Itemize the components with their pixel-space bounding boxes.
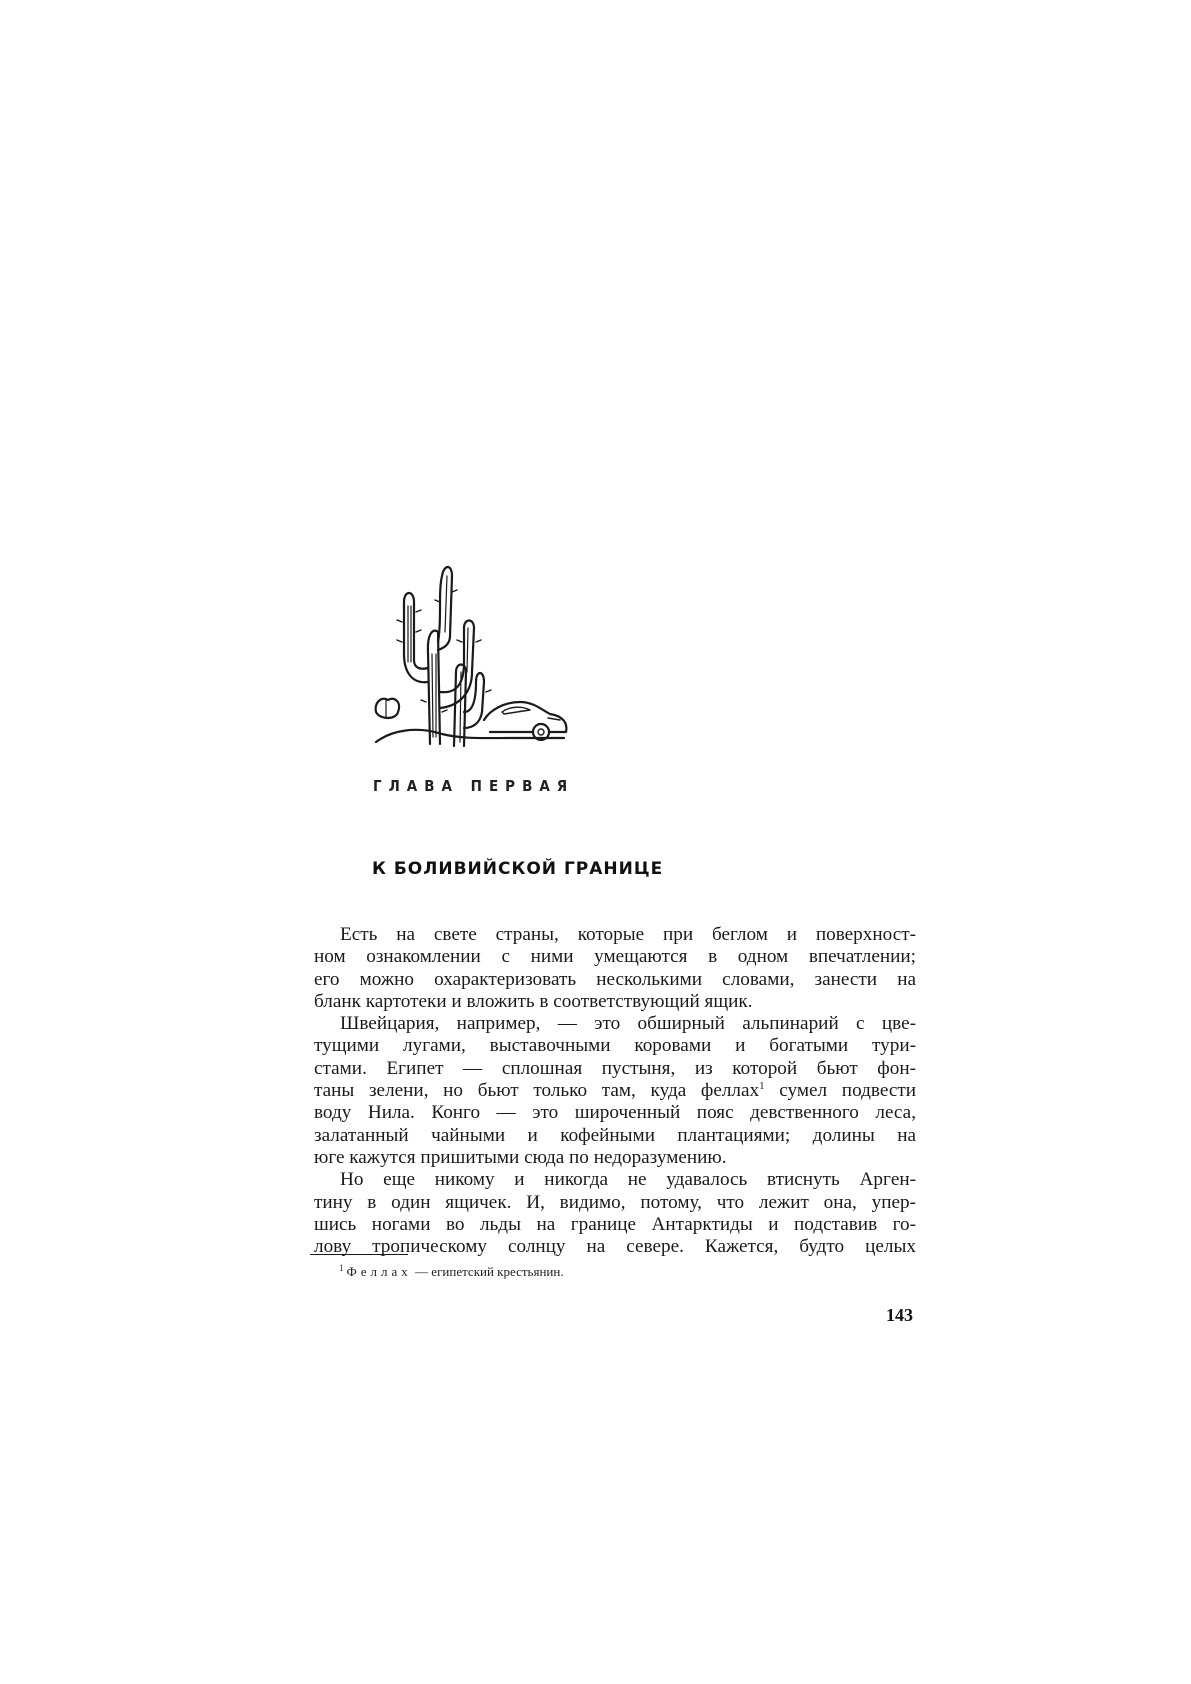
text-segment: сумел подвести [779,1080,916,1102]
text-line: Но еще никому и никогда не удавалось втиснуть Аргeн- [340,1169,916,1191]
text-segment: таны зелени, но бьют только там, куда феллах [314,1080,760,1102]
text-line: Есть на свете страны, которые при беглом и поверхност- [340,924,916,945]
text-line: его можно охарактеризовать несколькими словами, занести на [314,968,916,990]
footnote [339,1264,564,1280]
text-line: шись ногами во льды на границе Антарктиды и подставив го- [314,1213,916,1235]
chapter-label: ГЛАВА ПЕРВАЯ [373,777,575,795]
chapter-title: К БОЛИВИЙСКОЙ ГРАНИЦЕ [372,859,664,879]
cactus-and-car-illustration [372,562,572,750]
body-text [314,924,916,1258]
text-line: стами. Египет — сплошная пустыня, из которой бьют фон- [314,1057,916,1079]
text-line: воду Нила. Конго — это широченный пояс девственного леса, [314,1102,916,1124]
text-line: бланк картотеки и вложить в соответствующий ящик. [314,990,753,1012]
page-number: 143 [886,1305,913,1325]
text-line: ном ознакомлении с ними умещаются в одном впечатлении; [314,946,916,968]
text-line: Швейцария, например, — это обширный альпинарий с цве- [340,1013,916,1035]
text-line: тущими лугами, выставочными коровами и богатыми тури- [314,1035,916,1057]
text-line: залатанный чайными и кофейными плантациями; долины на [314,1124,916,1146]
footnote-marker: 1 [759,1080,765,1093]
text-line: лову тропическому солнцу на севере. Кажется, будто целых [314,1236,916,1258]
footnote-definition: — египетский крестьянин. [411,1264,564,1279]
text-line: юге кажутся пришитыми сюда по недоразумению. [314,1146,727,1168]
footnote-number: 1 [339,1263,344,1273]
text-line: тину в один ящичек. И, видимо, потому, что лежит она, упер- [314,1191,916,1213]
footnote-term: Феллах [346,1264,412,1279]
footnote-divider [310,1254,408,1255]
text-line-with-footnote [314,1080,916,1102]
